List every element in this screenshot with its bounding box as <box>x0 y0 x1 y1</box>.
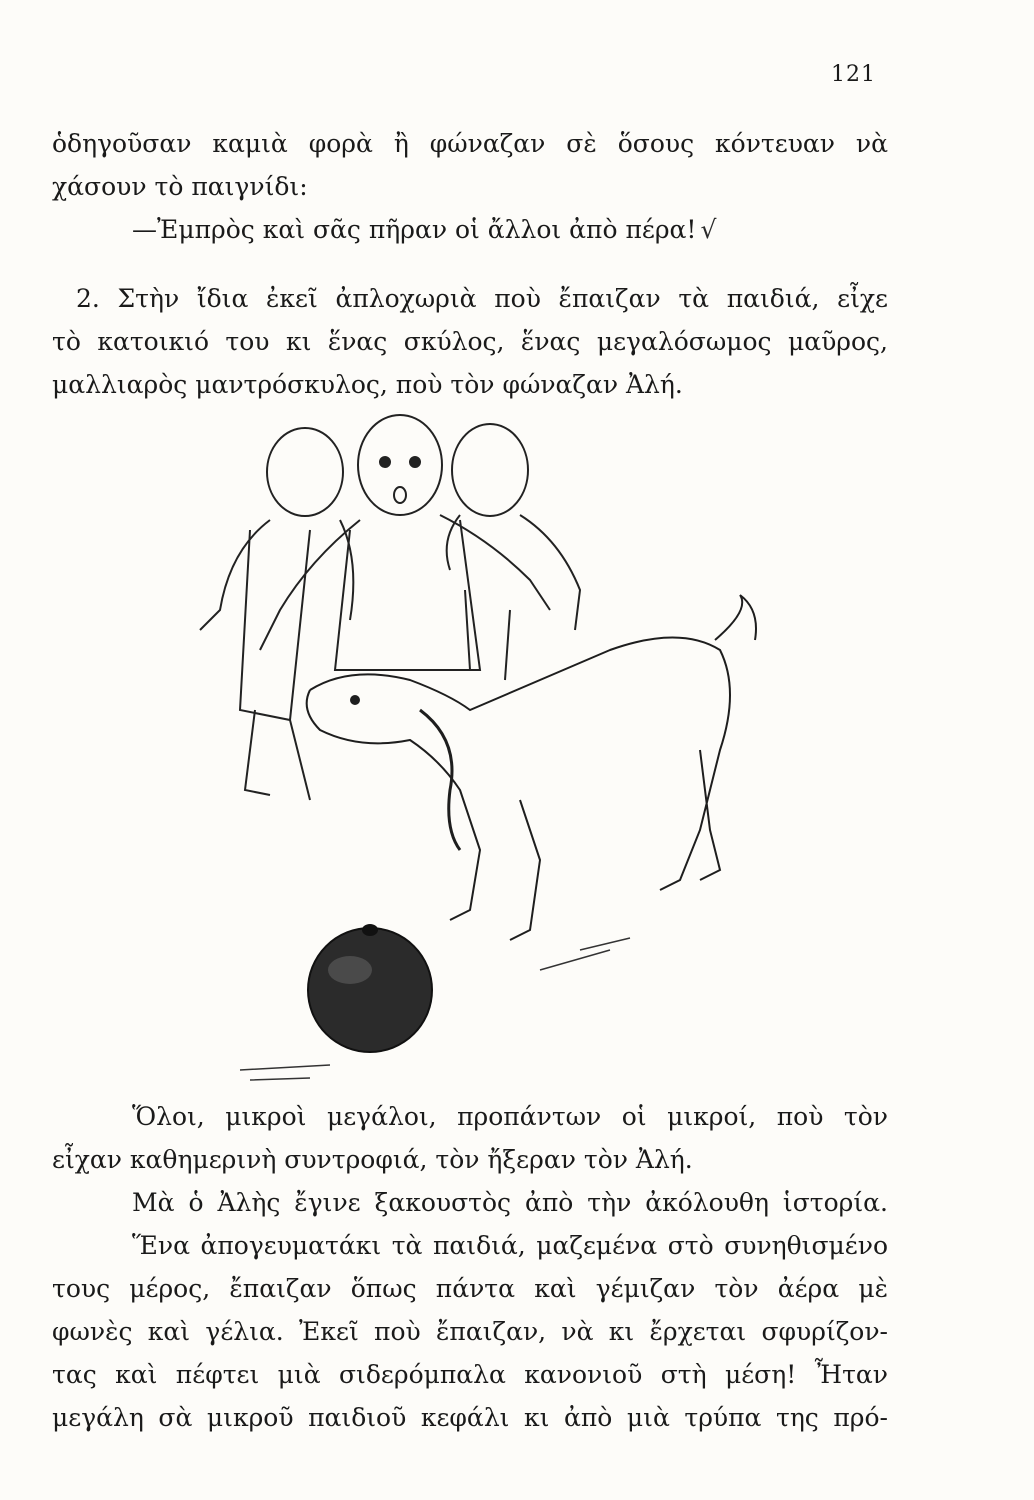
text-line: Ἕνα ἀπογευματάκι τὰ παιδιά, μαζεμένα στὸ συνηθισμένο <box>132 1231 888 1260</box>
text-line: εἶχαν καθημερινὴ συντροφιά, τὸν ἤξεραν τὸν Ἀλή. <box>52 1145 693 1174</box>
paragraph-2 <box>52 277 888 406</box>
text-line: 2. Στὴν ἴδια ἐκεῖ ἀπλοχωριὰ ποὺ ἔπαιζαν τὰ παιδιά, εἶχε <box>76 284 888 313</box>
text-line: ὁδηγοῦσαν καμιὰ φορὰ ἢ φώναζαν σὲ ὅσους κόντευαν νὰ <box>52 129 888 158</box>
text-line: χάσουν τὸ παιγνίδι: <box>52 172 308 201</box>
text-line: Μὰ ὁ Ἀλὴς ἔγινε ξακουστὸς ἀπὸ τὴν ἀκόλουθη ἱστορία. <box>132 1188 888 1217</box>
text-line: μαλλιαρὸς μαντρόσκυλος, ποὺ τὸν φώναζαν Ἀλή. <box>52 370 683 399</box>
illustration-cannonball <box>308 924 432 1052</box>
top-text-block <box>52 122 888 251</box>
dialogue-line <box>52 208 888 251</box>
illustration-children-dog-cannonball <box>160 410 760 1090</box>
text-line: μεγάλη σὰ μικροῦ παιδιοῦ κεφάλι κι ἀπὸ μιὰ τρύπα της πρό- <box>52 1403 888 1432</box>
page-number: 121 <box>831 62 876 87</box>
illustration-dog <box>307 595 756 940</box>
text-line: Ὅλοι, μικροὶ μεγάλοι, προπάντων οἱ μικροί, ποὺ τὸν <box>132 1102 888 1131</box>
dialogue-text: —Ἐμπρὸς καὶ σᾶς πῆραν οἱ ἄλλοι ἀπὸ πέρα! <box>132 215 697 244</box>
text-line: τας καὶ πέφτει μιὰ σιδερόμπαλα κανονιοῦ στὴ μέση! Ἦταν <box>52 1360 888 1389</box>
text-line: τὸ κατοικιό του κι ἕνας σκύλος, ἕνας μεγαλόσωμος μαῦρος, <box>52 327 888 356</box>
illustration-ground-lines <box>240 938 630 1080</box>
bottom-text-block <box>52 1095 888 1439</box>
text-line: φωνὲς καὶ γέλια. Ἐκεῖ ποὺ ἔπαιζαν, νὰ κι ἔρχεται σφυρίζον- <box>52 1317 888 1346</box>
handwritten-check-mark: √ <box>700 215 717 244</box>
text-line: τους μέρος, ἔπαιζαν ὅπως πάντα καὶ γέμιζαν τὸν ἀέρα μὲ <box>52 1274 888 1303</box>
